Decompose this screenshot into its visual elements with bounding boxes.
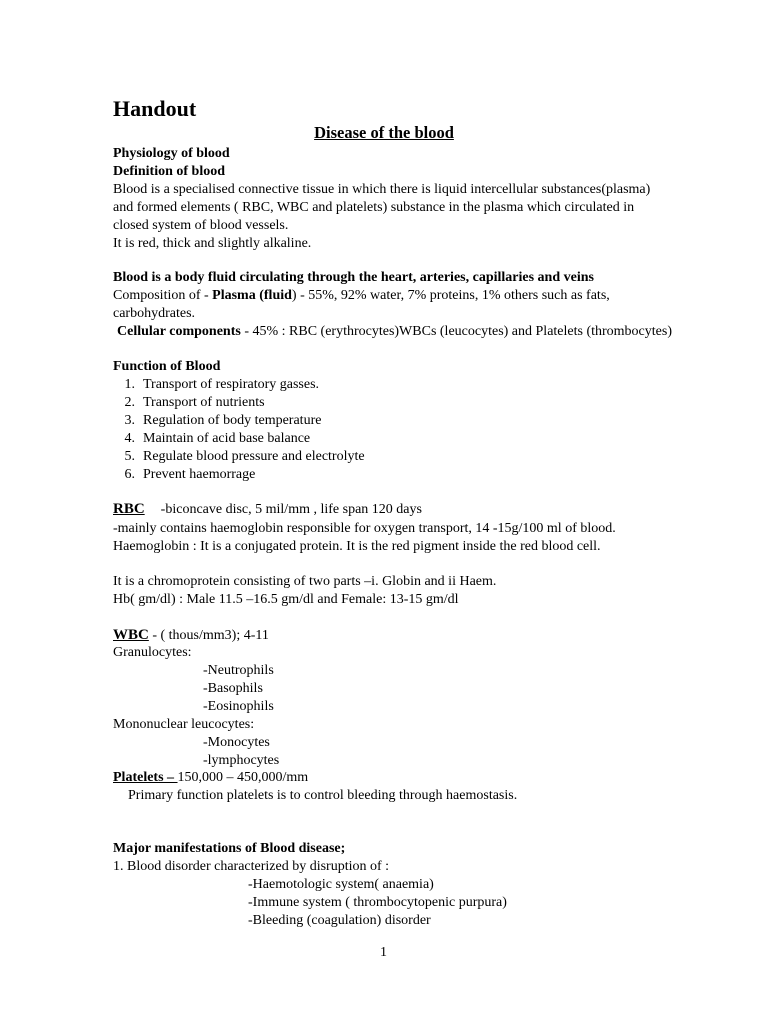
function-item bbox=[113, 376, 319, 394]
list-number: 6. bbox=[124, 467, 135, 482]
wbc-line bbox=[113, 626, 269, 645]
definition-line: closed system of blood vessels. bbox=[113, 218, 289, 233]
function-item bbox=[113, 430, 310, 448]
rbc-line-2: -mainly contains haemoglobin responsible for oxygen transport, 14 -15g/100 ml of blood. bbox=[113, 521, 616, 536]
plasma-detail: ) - 55%, 92% water, 7% proteins, 1% others such as fats, bbox=[291, 288, 610, 303]
list-text: Transport of respiratory gasses. bbox=[143, 377, 320, 392]
list-number: 2. bbox=[124, 395, 135, 410]
list-number: 5. bbox=[124, 449, 135, 464]
mononuclear-item: -Monocytes bbox=[203, 735, 270, 750]
list-number: 3. bbox=[124, 413, 135, 428]
platelets-detail: 150,000 – 450,000/mm bbox=[177, 770, 309, 785]
major-item: -Bleeding (coagulation) disorder bbox=[248, 913, 431, 928]
definition-line: It is red, thick and slightly alkaline. bbox=[113, 236, 312, 251]
granulocyte-item: -Eosinophils bbox=[203, 699, 274, 714]
rbc-label: RBC bbox=[113, 501, 145, 517]
physiology-heading: Physiology of blood bbox=[113, 146, 230, 161]
composition-line-2: carbohydrates. bbox=[113, 306, 196, 321]
definition-line: Blood is a specialised connective tissue in which there is liquid intercellular substances(plasma) bbox=[113, 182, 651, 197]
function-item bbox=[113, 448, 365, 466]
list-number: 4. bbox=[124, 431, 135, 446]
list-text: Maintain of acid base balance bbox=[143, 431, 311, 446]
rbc-detail: -biconcave disc, 5 mil/mm , life span 120 days bbox=[160, 502, 422, 517]
body-fluid-heading: Blood is a body fluid circulating through the heart, arteries, capillaries and veins bbox=[113, 270, 594, 285]
list-text: Regulation of body temperature bbox=[143, 413, 322, 428]
composition-prefix: Composition of - bbox=[113, 288, 213, 303]
composition-line bbox=[113, 287, 610, 305]
major-heading: Major manifestations of Blood disease; bbox=[113, 841, 346, 856]
list-number: 1. bbox=[124, 377, 135, 392]
list-text: Regulate blood pressure and electrolyte bbox=[143, 449, 365, 464]
list-text: Transport of nutrients bbox=[143, 395, 265, 410]
function-item bbox=[113, 394, 265, 412]
list-text: Prevent haemorrage bbox=[143, 467, 256, 482]
page-number: 1 bbox=[380, 945, 387, 960]
platelets-line-2: Primary function platelets is to control bleeding through haemostasis. bbox=[128, 788, 518, 803]
wbc-detail: - ( thous/mm3); 4-11 bbox=[148, 628, 269, 643]
mononuclear-label: Mononuclear leucocytes: bbox=[113, 717, 255, 732]
function-item bbox=[113, 466, 255, 484]
mononuclear-item: -lymphocytes bbox=[203, 753, 280, 768]
cellular-components-line bbox=[117, 323, 672, 341]
rbc-line-3: Haemoglobin : It is a conjugated protein. It is the red pigment inside the red blood cell. bbox=[113, 539, 601, 554]
plasma-label: Plasma (fluid bbox=[212, 288, 292, 303]
wbc-label: WBC bbox=[113, 627, 149, 643]
rbc-line-4: It is a chromoprotein consisting of two parts –i. Globin and ii Haem. bbox=[113, 574, 497, 589]
page-title: Disease of the blood bbox=[314, 123, 454, 142]
granulocyte-item: -Basophils bbox=[203, 681, 263, 696]
major-line: 1. Blood disorder characterized by disruption of : bbox=[113, 859, 390, 874]
function-heading: Function of Blood bbox=[113, 359, 221, 374]
rbc-line-5: Hb( gm/dl) : Male 11.5 –16.5 gm/dl and Female: 13-15 gm/dl bbox=[113, 592, 459, 607]
definition-heading: Definition of blood bbox=[113, 164, 226, 179]
function-item bbox=[113, 412, 321, 430]
granulocyte-item: -Neutrophils bbox=[203, 663, 274, 678]
definition-line: and formed elements ( RBC, WBC and platelets) substance in the plasma which circulated in bbox=[113, 200, 635, 215]
platelets-line bbox=[113, 769, 308, 787]
platelets-label: Platelets – bbox=[113, 770, 178, 785]
major-item: -Immune system ( thrombocytopenic purpura) bbox=[248, 895, 507, 910]
cellular-label: Cellular components bbox=[117, 324, 241, 339]
handout-heading: Handout bbox=[113, 96, 197, 121]
rbc-line bbox=[113, 500, 422, 519]
cellular-detail: - 45% : RBC (erythrocytes)WBCs (leucocytes) and Platelets (thrombocytes) bbox=[240, 324, 672, 339]
granulocytes-label: Granulocytes: bbox=[113, 645, 192, 660]
major-item: -Haemotologic system( anaemia) bbox=[248, 877, 434, 892]
